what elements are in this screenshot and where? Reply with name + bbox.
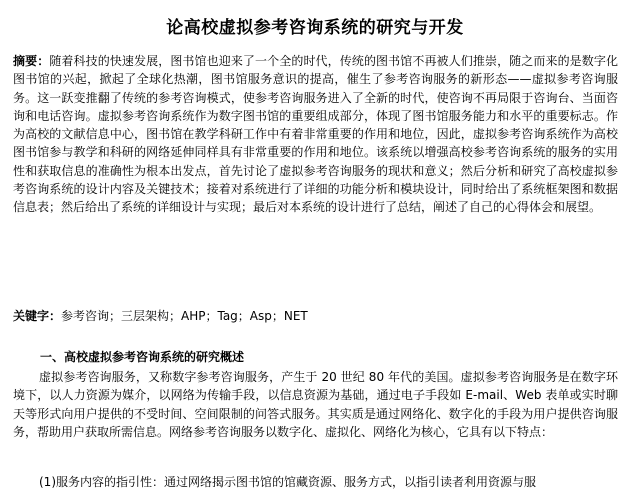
keywords-label: 关键字： bbox=[13, 309, 62, 323]
page-title: 论高校虚拟参考咨询系统的研究与开发 bbox=[166, 18, 464, 39]
section-body-paragraph: 虚拟参考咨询服务，又称数字参考咨询服务，产生于 20 世纪 80 年代的美国。虚拟参考咨询服务是在数字环境下，以人力资源为媒介，以网络为传输手段，以信息资源为基础，通过电子手段如 E-mail、Web 表单或实时聊天等形式向用户提供的不受时间、空间限制的问答式服务。其实质是通过网络化、数字化的手段为用户提供咨询服务，帮助用户获取所需信息。网络参考咨询服务以数字化、虚拟化、网络化为核心，它具有以下特点： bbox=[13, 370, 618, 439]
section-heading: 一、高校虚拟参考咨询系统的研究概述 bbox=[40, 350, 245, 364]
list-item: (1)服务内容的指引性：通过网络揭示图书馆的馆藏资源、服务方式，以指引读者利用资源与服 bbox=[39, 475, 537, 489]
keywords-text: 参考咨询；三层架构；AHP；Tag；Asp；NET bbox=[61, 309, 308, 323]
abstract-label: 摘要： bbox=[13, 54, 50, 68]
keywords-line bbox=[13, 307, 618, 325]
abstract-text: 随着科技的快速发展，图书馆也迎来了一个全的时代，传统的图书馆不再被人们推崇，随之而来的是数字化图书馆的兴起，掀起了全球化热潮，图书馆服务意识的提高，催生了参考咨询服务的新形态——虚拟参考咨询服务。这一跃变推翻了传统的参考咨询模式，使参考咨询服务进入了全新的时代，使咨询不再局限于咨询台、当面咨询和电话咨询。虚拟参考咨询系统作为数字图书馆的重要组成部分，体现了图书馆服务能力和水平的重要标志。作为高校的文献信息中心，图书馆在教学科研工作中有着非常重要的作用和地位，因此，虚拟参考咨询系统作为高校图书馆参与教学和科研的网络延伸同样具有非常重要的作用和地位。该系统以增强高校参考咨询系统的服务的实用性和获取信息的准确性为根本出发点，首先讨论了虚拟参考咨询服务的现状和意义；然后分析和研究了高校虚拟参考咨询系统的设计内容及关键技术；接着对系统进行了详细的功能分析和模块设计，同时给出了系统框架图和数据信息表；然后给出了系统的详细设计与实现；最后对本系统的设计进行了总结，阐述了自己的心得体会和展望。 bbox=[13, 54, 618, 215]
abstract-paragraph bbox=[13, 52, 618, 217]
